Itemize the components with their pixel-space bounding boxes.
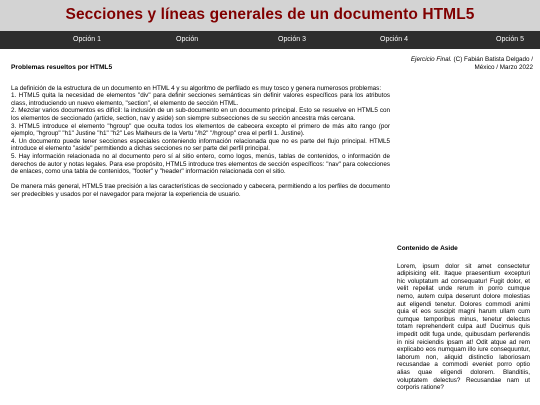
byline-date: México / Marzo 2022 [474, 63, 533, 71]
article-item-4: 4. Un documento puede tener secciones especiales conteniendo información relacionada que no es parte del flujo principal. HTML5 introduce el elemento "aside" permitiendo a dichas secciones no ser parte del perfil principal. [11, 137, 390, 153]
menu-item-opcion-5[interactable]: Opción 5 [496, 36, 525, 43]
article-item-5: 5. Hay información relacionada no al documento pero sí al sitio entero, como logos, menús, tablas de contenidos, o información de derechos de autor y notas legales. Para ese propósito, HTML5 introduce tres elementos de sección específicos: "nav" para colecciones de enlaces, como una tabla de contenidos, "footer" y "header" información relacionada con el sitio. [11, 152, 390, 176]
article-problem-list [11, 85, 390, 176]
author-byline [393, 56, 533, 71]
article-heading: Problemas resueltos por HTML5 [11, 64, 113, 71]
article-item-3: 3. HTML5 introduce el elemento "hgroup" que oculta todos los elementos de cabecera excepto el primero de más alto rango (por ejemplo, "hgroup" "h1" Justine "h1" "h2" Les Malheurs de la Vertu "/h2" "/hgroup" crea el perfil 1. Justine). [11, 122, 390, 138]
menu-item-opcion-4[interactable]: Opción 4 [380, 36, 409, 43]
aside-panel [397, 245, 530, 392]
byline-label: Ejercicio Final. [410, 56, 452, 63]
article-item-1: 1. HTML5 quita la necesidad de elementos "div" para definir secciones semánticas sin definir valores específicos para los atributos class, introduciendo un nuevo elemento, "section", el elemento de sección HTML. [11, 92, 390, 107]
menu-item-opcion-2[interactable]: Opción 2 [176, 36, 199, 61]
article-intro: La definición de la estructura de un documento en HTML 4 y su algoritmo de perfilado es muy tosco y genera numerosos problemas: [11, 84, 382, 92]
aside-text: Lorem, ipsum dolor sit amet consectetur adipisicing elit. Itaque praesentium excepturi hic voluptatum ad consequatur! Fugit dolor, et velit repellat unde rerum in porro cumque nemo, autem culpa deserunt dolore molestias aut eligendi tenetur. Dolores commodi animi quia et eos suscipit magni harum ullam cum cumque temporibus minus, tenetur delectus totam reprehenderit culpa aut! Ducimus quis impedit odit fuga unde, quibusdam perferendis in nisi reiciendis ipsam at! Odit atque ad rem explicabo eos numquam illo iure consequuntur, laborum non, aliquid distinctio laboriosam recusandae a commodi eveniet porro optio alias quae eligendi dolorem. Blanditiis, voluptatem delectus? Recusandae nam ut corporis ratione? [397, 262, 530, 392]
menu-item-opcion-3[interactable]: Opción 3 [278, 36, 307, 43]
menu-item-opcion-1[interactable]: Opción 1 [73, 36, 102, 43]
main-article [11, 60, 390, 206]
article-closing: De manera más general, HTML5 trae precisión a las características de seccionado y cabecera, permitiendo a los perfiles de documento ser predecibles y usados por el navegador para mejorar la experiencia de usuario. [11, 183, 390, 198]
aside-heading: Contenido de Aside [397, 245, 458, 252]
page-title: Secciones y líneas generales de un documento HTML5 [65, 6, 475, 23]
byline-author: (C) Fabián Batista Delgado / [451, 56, 533, 63]
article-item-2: 2. Mezclar varios documentos es difícil: la inclusión de un sub-documento en un documento principal. Esto se resuelve en HTML5 con los elementos de seccionado (article, section, nav y aside) son siempre subsecciones de su sección ancestra más cercana. [11, 107, 390, 122]
page-header [0, 0, 540, 31]
